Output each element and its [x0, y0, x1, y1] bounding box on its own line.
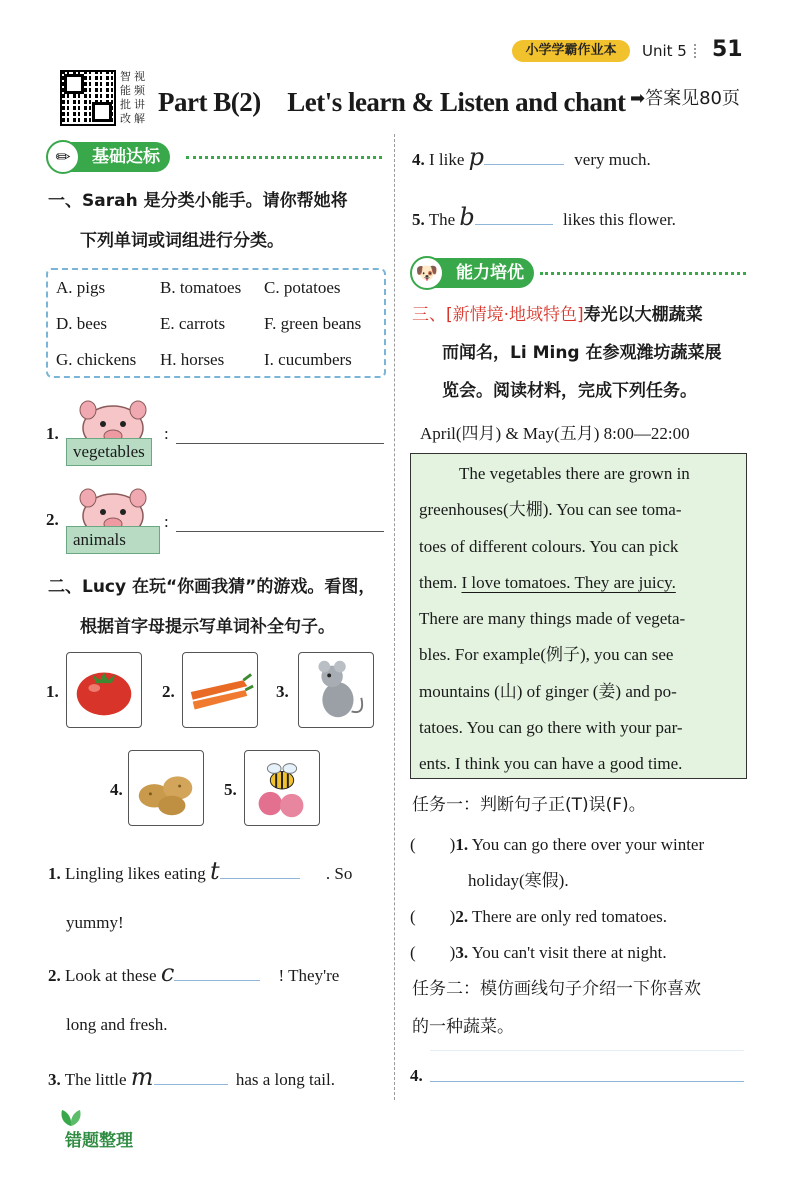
- qr-caption-2: 视频讲解: [134, 70, 145, 125]
- footer-wrong-questions-label: 错题整理: [65, 1131, 133, 1151]
- task1-item-3: ( )3. You can't visit there at night.: [410, 943, 667, 962]
- section-basic-dots: [186, 156, 382, 159]
- task2-answer-line[interactable]: [430, 1062, 744, 1082]
- task1-item-2: ( )2. There are only red tomatoes.: [410, 907, 667, 926]
- q2-sentence-4: 4. I like p very much.: [412, 143, 651, 171]
- q1-item1-colon: :: [164, 424, 169, 443]
- answer-blank-1[interactable]: [220, 878, 300, 879]
- tomato-icon: [66, 652, 142, 728]
- tf-paren-1[interactable]: ( ): [410, 835, 456, 854]
- section-advanced-dots: [540, 272, 746, 275]
- hint-letter-m: m: [130, 1063, 154, 1091]
- q1-item2-answer-line[interactable]: [176, 512, 384, 532]
- unit-label: Unit 5: [642, 42, 687, 60]
- word-e: E. carrots: [160, 314, 226, 333]
- tag-animals: animals: [66, 526, 160, 554]
- task1-item-1-cont: holiday(寒假).: [468, 871, 569, 890]
- hint-letter-t: t: [209, 857, 220, 885]
- q2-sentence-1-cont: yummy!: [66, 913, 124, 932]
- q2-sentence-3: 3. The little m has a long tail.: [48, 1063, 335, 1091]
- task2-line1: 任务二：模仿画线句子介绍一下你喜欢: [412, 979, 701, 999]
- q1-prompt-line1: 一、Sarah 是分类小能手。请你帮她将: [48, 191, 348, 211]
- q1-item1-num: 1.: [46, 424, 59, 443]
- answer-blank-5[interactable]: [475, 224, 553, 225]
- potatoes-icon: [128, 750, 204, 826]
- mouse-icon: [298, 652, 374, 728]
- q1-item2-num: 2.: [46, 510, 59, 529]
- task2-num: 4.: [410, 1066, 423, 1085]
- task1-title: 任务一：判断句子正(T)误(F)。: [412, 795, 646, 815]
- tf-paren-2[interactable]: ( ): [410, 907, 456, 926]
- word-g: G. chickens: [56, 350, 137, 369]
- section-basic-label: 基础达标: [92, 147, 160, 167]
- bee-flower-icon: [244, 750, 320, 826]
- pic3-num: 3.: [276, 682, 289, 701]
- section-advanced-label: 能力培优: [456, 263, 524, 283]
- q2-sentence-2: 2. Look at these c ! They're: [48, 959, 340, 987]
- pencil-cat-icon: ✏: [46, 140, 80, 174]
- hint-letter-p: p: [468, 143, 485, 171]
- pic4-num: 4.: [110, 780, 123, 799]
- word-f: F. green beans: [264, 314, 362, 333]
- column-divider: [394, 134, 395, 1100]
- tf-paren-3[interactable]: ( ): [410, 943, 456, 962]
- word-c: C. potatoes: [264, 278, 341, 297]
- hint-letter-c: c: [160, 959, 175, 987]
- qr-code-icon[interactable]: [60, 70, 116, 126]
- answer-blank-4[interactable]: [484, 164, 564, 165]
- q1-item2-colon: :: [164, 512, 169, 531]
- q2-sentence-1: 1. Lingling likes eating t . So: [48, 857, 353, 885]
- q1-prompt-line2: 下列单词或词组进行分类。: [80, 231, 284, 251]
- pic5-num: 5.: [224, 780, 237, 799]
- q2-sentence-2-cont: long and fresh.: [66, 1015, 168, 1034]
- carrots-icon: [182, 652, 258, 728]
- q3-prompt-line2: 而闻名，Li Ming 在参观潍坊蔬菜展: [442, 343, 722, 363]
- leaf-icon: [56, 1108, 86, 1128]
- page-number: 51: [712, 37, 743, 62]
- underlined-sentence: I love tomatoes. They are juicy.: [461, 572, 676, 592]
- answer-blank-3[interactable]: [154, 1084, 228, 1085]
- q2-sentence-5: 5. The b likes this flower.: [412, 203, 676, 231]
- word-i: I. cucumbers: [264, 350, 352, 369]
- q1-item1-answer-line[interactable]: [176, 424, 384, 444]
- task1-item-1: ( )1. You can go there over your winter: [410, 835, 705, 854]
- brand-badge: 小学学霸作业本: [512, 40, 630, 62]
- q3-context-tag: 三、[新情境·地域特色]: [412, 305, 584, 325]
- q2-prompt-line2: 根据首字母提示写单词补全句子。: [80, 617, 335, 637]
- reading-header: April(四月) & May(五月) 8:00—22:00: [410, 416, 747, 454]
- hint-letter-b: b: [459, 203, 475, 231]
- reading-passage: The vegetables there are grown in greenhouses(大棚). You can see toma- toes of different colours. You can pick them. I love tomatoes. They are juicy. There are many things made of vegeta- bles. For example(例子), you can see mountains (山) of ginger (姜) and po- tatoes. You can go there with your par- ents. I think you can have a good time.: [419, 464, 690, 774]
- task2-line2: 的一种蔬菜。: [412, 1017, 514, 1037]
- answer-reference: ➡答案见80页: [630, 88, 740, 109]
- lesson-title: Part B(2) Let's learn & Listen and chant: [158, 87, 626, 117]
- word-h: H. horses: [160, 350, 225, 369]
- word-d: D. bees: [56, 314, 107, 333]
- dog-icon: 🐶: [410, 256, 444, 290]
- qr-caption-1: 智能批改: [120, 70, 131, 125]
- pic2-num: 2.: [162, 682, 175, 701]
- answer-blank-2[interactable]: [174, 980, 260, 981]
- header-separator: [694, 44, 696, 58]
- pic1-num: 1.: [46, 682, 59, 701]
- q3-prompt-line3: 览会。阅读材料，完成下列任务。: [442, 381, 697, 401]
- q3-prompt-line1: 三、[新情境·地域特色]寿光以大棚蔬菜: [412, 305, 703, 325]
- task2-guide-line: [430, 1050, 744, 1051]
- word-b: B. tomatoes: [160, 278, 242, 297]
- tag-vegetables: vegetables: [66, 438, 152, 466]
- word-a: A. pigs: [56, 278, 106, 297]
- q2-prompt-line1: 二、Lucy 在玩“你画我猜”的游戏。看图，: [48, 577, 376, 597]
